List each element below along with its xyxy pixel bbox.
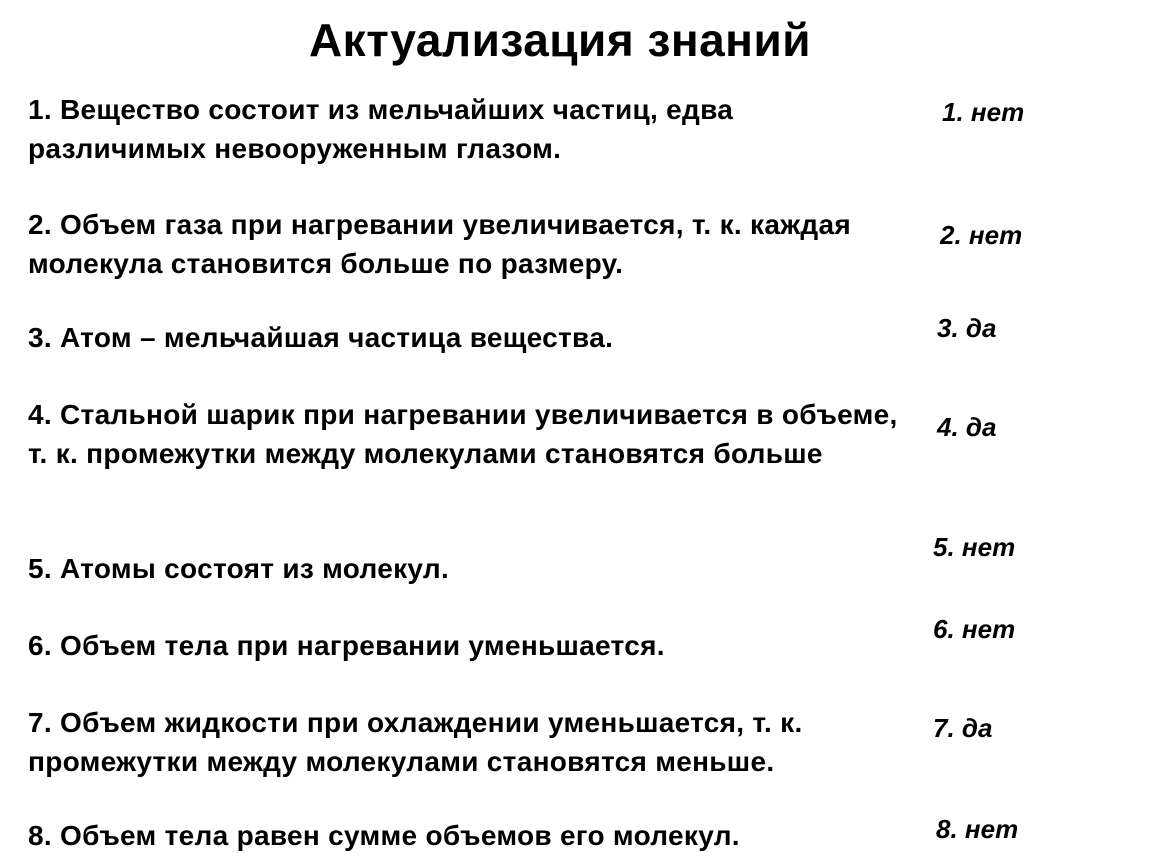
answer-8: 8. нет bbox=[936, 814, 1019, 844]
statement-8: 8. Объем тела равен сумме объемов его молекул. bbox=[28, 820, 740, 851]
statement-6: 6. Объем тела при нагревании уменьшается. bbox=[28, 630, 665, 661]
answer-2: 2. нет bbox=[940, 220, 1023, 250]
statement-7: 7. Объем жидкости при охлаждении уменьшается, т. к. промежутки между молекулами становятся меньше. bbox=[28, 707, 803, 777]
answer-7: 7. да bbox=[933, 713, 993, 743]
answer-3: 3. да bbox=[937, 313, 997, 343]
slide-title: Актуализация знаний bbox=[308, 14, 812, 66]
answer-6: 6. нет bbox=[933, 614, 1016, 644]
statement-2: 2. Объем газа при нагревании увеличивается, т. к. каждая молекула становится больше по размеру. bbox=[28, 209, 851, 279]
statement-1: 1. Вещество состоит из мельчайших частиц, едва различимых невооруженным глазом. bbox=[28, 94, 734, 164]
statement-5: 5. Атомы состоят из молекул. bbox=[28, 553, 450, 584]
statement-4: 4. Стальной шарик при нагревании увеличивается в объеме, т. к. промежутки между молекулами становятся больше bbox=[28, 399, 898, 469]
statement-3: 3. Атом – мельчайшая частица вещества. bbox=[28, 322, 614, 353]
answer-1: 1. нет bbox=[942, 97, 1025, 127]
answer-5: 5. нет bbox=[933, 532, 1016, 562]
answer-4: 4. да bbox=[937, 412, 997, 442]
